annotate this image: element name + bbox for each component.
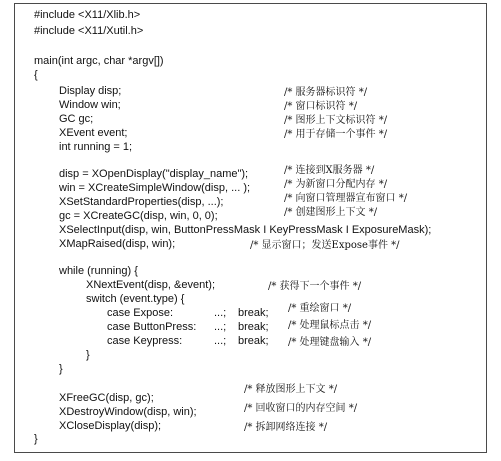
setup-create-window-code: win = XCreateSimpleWindow(disp, ... ); [59,182,251,194]
case-buttonpress-comment: /* 处理鼠标点击 */ [288,320,372,331]
main-signature-line: main(int argc, char *argv[]) [34,55,164,67]
case-expose-comment: /* 重绘窗口 */ [288,303,352,314]
case-keypress-comment: /* 处理键盘输入 */ [288,337,372,348]
case-keypress-label: case Keypress: [107,335,183,347]
case-buttonpress-body: ...; [214,321,227,333]
setup-create-gc-code: gc = XCreateGC(disp, win, 0, 0); [59,210,218,222]
switch-close-brace: } [86,349,90,361]
while-line: while (running) { [59,265,138,277]
include-xlib-line: #include <X11/Xlib.h> [34,9,141,21]
case-expose-break: break; [238,307,269,319]
decl-display-code: Display disp; [59,85,122,97]
setup-create-gc-comment: /* 创建图形上下文 */ [284,207,378,218]
setup-select-input-code: XSelectInput(disp, win, ButtonPressMask I KeyPressMask I ExposureMask); [59,224,432,236]
while-close-brace: } [59,363,63,375]
case-buttonpress-break: break; [238,321,269,333]
switch-line: switch (event.type) { [86,293,185,305]
case-expose-label: case Expose: [107,307,174,319]
cleanup-destroy-window-comment: /* 回收窗口的内存空间 */ [244,403,358,414]
next-event-code: XNextEvent(disp, &event); [86,279,216,291]
case-expose-body: ...; [214,307,227,319]
cleanup-close-display-comment: /* 拆卸网络连接 */ [244,422,328,433]
setup-properties-code: XSetStandardProperties(disp, ...); [59,196,224,208]
cleanup-destroy-window-code: XDestroyWindow(disp, win); [59,406,197,418]
case-buttonpress-label: case ButtonPress: [107,321,197,333]
next-event-comment: /* 获得下一个事件 */ [268,281,362,292]
decl-event-code: XEvent event; [59,127,128,139]
decl-running-code: int running = 1; [59,141,133,153]
cleanup-free-gc-code: XFreeGC(disp, gc); [59,392,154,404]
decl-gc-code: GC gc; [59,113,94,125]
decl-window-comment: /* 窗口标识符 */ [284,101,358,112]
setup-properties-comment: /* 向窗口管理器宣布窗口 */ [284,193,408,204]
cleanup-close-display-code: XCloseDisplay(disp); [59,420,162,432]
cleanup-free-gc-comment: /* 释放图形上下文 */ [244,384,338,395]
setup-map-raised-comment: /* 显示窗口；发送Expose事件 */ [250,240,400,251]
include-xutil-line: #include <X11/Xutil.h> [34,25,144,37]
main-open-brace: { [34,69,38,81]
case-keypress-body: ...; [214,335,227,347]
case-keypress-break: break; [238,335,269,347]
decl-event-comment: /* 用于存储一个事件 */ [284,129,388,140]
decl-display-comment: /* 服务器标识符 */ [284,87,368,98]
decl-gc-comment: /* 图形上下文标识符 */ [284,115,388,126]
main-close-brace: } [34,433,38,445]
setup-open-display-code: disp = XOpenDisplay("display_name"); [59,168,249,180]
setup-map-raised-code: XMapRaised(disp, win); [59,238,176,250]
setup-open-display-comment: /* 连接到X服务器 */ [284,165,375,176]
decl-window-code: Window win; [59,99,121,111]
setup-create-window-comment: /* 为新窗口分配内存 */ [284,179,388,190]
